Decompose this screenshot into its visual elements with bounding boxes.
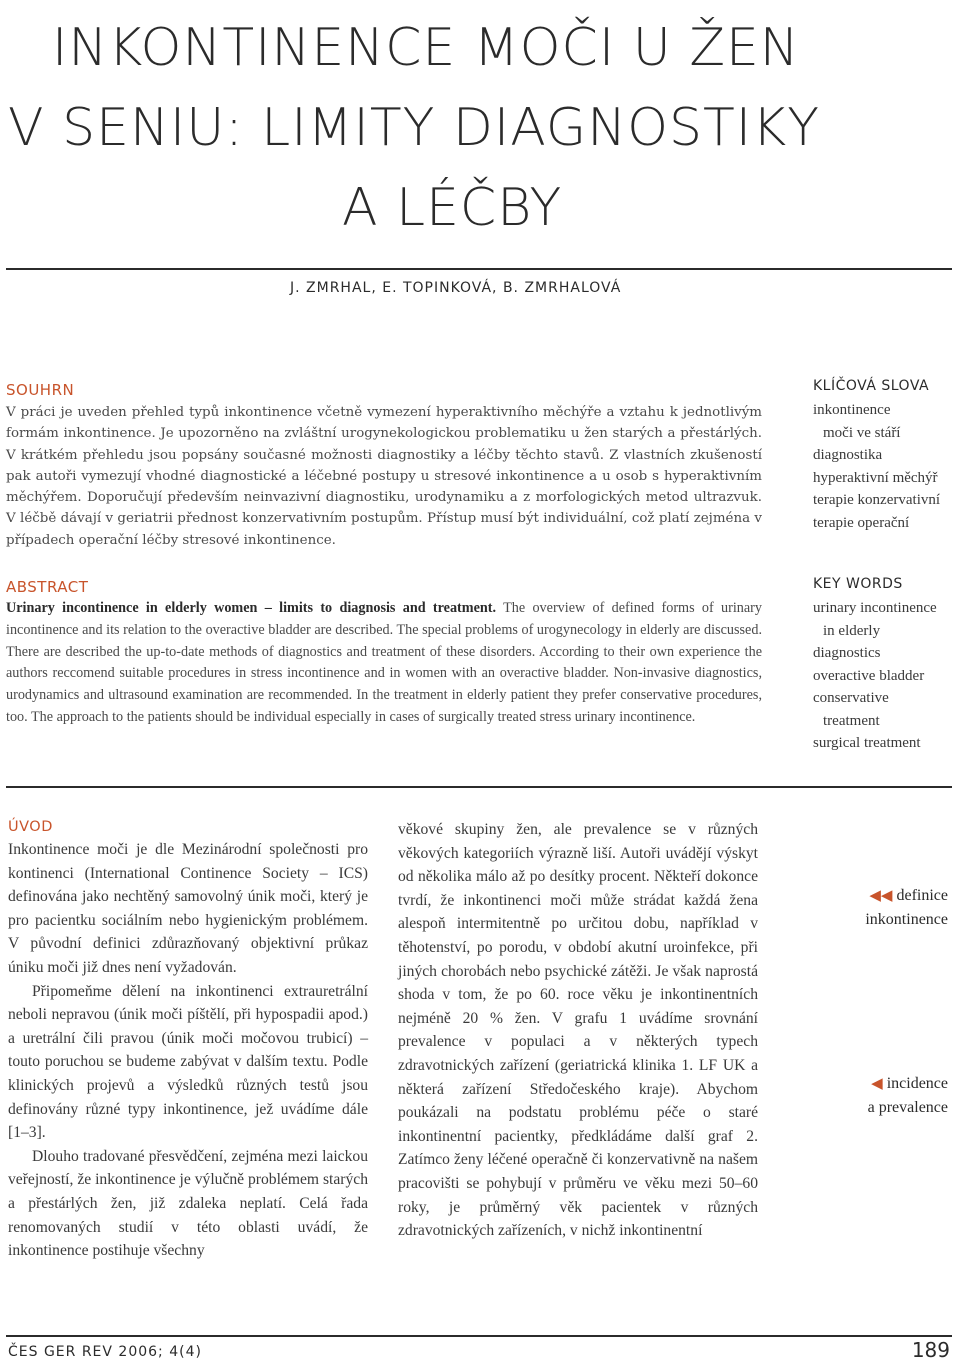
keyword-item: overactive bladder <box>813 667 925 684</box>
keyword-item: conservative <box>813 690 889 706</box>
keyword-item: urinary incontinence <box>813 600 937 616</box>
title-line-2: V SENIU: LIMITY DIAGNOSTIKY <box>8 98 821 158</box>
keyword-item: diagnostika <box>813 447 883 463</box>
souhrn-heading: SOUHRN <box>6 381 75 399</box>
page-number: 189 <box>911 1338 950 1362</box>
body-paragraph: věkové skupiny žen, ale prevalence se v různých věkových kategoriích výrazně liší. Autoři uvádějí výskyt od několika málo až po desítky procent. Někteří dokonce tvrdí, že inkontinenci moči může strádat každá žena alespoň intermitentně po určitou dobu, například v těhotenství, po porodu, v období akutní uroinfekce, při jiných chorobách nebo psychické zátěži. Je však naprostá shoda v tom, že po 60. roce věku je inkontinentních nejméně 20 % žen. V grafu 1 uvádíme srovnání prevalence v populaci a v některých typech zdravotnických zařízení (geriatrická klinika 1. LF UK a některá zařízení Středočeského kraje). Abychom poukázali na podstatu problému péče o staré inkontinentní pacientky, předkládáme další graf 2. Zatímco ženy léčené operačně či konzervativně na našem pracovišti se pohybují v průměru ve věku mezi 50–60 roky, je průměrný věk pacientek v různých zdravotnických zařízeních, v nichž inkontinentní <box>398 821 758 1240</box>
arrow-left-icon: ◀ <box>871 1076 883 1092</box>
title-divider <box>6 268 952 270</box>
margin-note-definice <box>790 884 948 931</box>
uvod-heading: ÚVOD <box>8 819 53 835</box>
article-title <box>0 8 960 248</box>
title-line-1: INKONTINENCE MOČI U ŽEN <box>52 18 800 78</box>
keyword-item: inkontinence <box>813 402 891 418</box>
keyword-item: in elderly <box>823 622 881 639</box>
footer-divider <box>6 1335 952 1337</box>
souhrn-text: V práci je uveden přehled typů inkontinence včetně vymezení hyperaktivního měchýře a vztahu k jednotlivým formám inkontinence. Je upozorněno na zvláštní urogynekologickou problematiku u žen starých a přestárlých. V krátkém přehledu jsou popsány současné možnosti diagnostiky a léčby těchto stavů. Z vlastních zkušeností pak autoři vymezují vhodné diagnostické a léčebné postupy u stresové inkontinence a u osob s hyperaktivním měchýřem. Doporučují především neinvazivní diagnostiku, urodynamiku a z morfologických metod ultrazvuk. V léčbě dávají v geriatrii přednost konzervativním postupům. Přístup musí být individuální, což platí zejména v případech operační léčby stresové inkontinence. <box>6 405 762 548</box>
abstract-title: Urinary incontinence in elderly women – limits to diagnosis and treatment. <box>6 600 497 616</box>
margin-note-line: definice <box>896 887 948 904</box>
keyword-item: diagnostics <box>813 645 881 661</box>
title-line-3: A LÉČBY <box>342 178 563 238</box>
section-divider <box>6 786 952 788</box>
body-paragraph: Inkontinence moči je dle Mezinárodní společnosti pro kontinenci (International Continence Society – ICS) definována jako nechtěný samovolný únik moči, který je pro pacientku sociálním nebo hygienickým problémem. V původní definici zdůrazňovaný objektivní průkaz úniku moči již dnes není vyžadován. <box>8 841 368 976</box>
double-arrow-left-icon: ◀◀ <box>869 888 893 904</box>
keyword-item: terapie operační <box>813 514 910 531</box>
body-paragraph: Dlouho tradované přesvědčení, zejména mezi laickou veřejností, že inkontinence je výlučně problémem starých a přestárlých žen, již zdaleka neplatí. Celá řada renomovaných studií v této oblasti uvádí, že inkontinence postihuje všechny <box>8 1147 368 1260</box>
keywords-cz-heading: KLÍČOVÁ SLOVA <box>813 378 930 394</box>
body-column-1 <box>8 816 368 1263</box>
keyword-item: moči ve stáří <box>823 424 901 441</box>
keywords-en-list <box>813 597 958 755</box>
keywords-en-heading: KEY WORDS <box>813 576 903 592</box>
margin-note-line: inkontinence <box>865 911 948 928</box>
keyword-item: surgical treatment <box>813 735 921 751</box>
keyword-item: treatment <box>823 712 880 729</box>
keyword-item: hyperaktivní měchýř <box>813 469 938 486</box>
margin-note-line: incidence <box>886 1075 948 1092</box>
keyword-item: terapie konzervativní <box>813 492 941 508</box>
keywords-cz-list <box>813 399 958 534</box>
margin-note-line: a prevalence <box>867 1099 948 1116</box>
abstract-heading: ABSTRACT <box>6 578 89 596</box>
body-column-2 <box>398 818 758 1243</box>
abstract-body: The overview of defined forms of urinary incontinence and its relation to the overactive bladder are described. The special problems of urogynecology in elderly are discussed. There are described the up-to-date methods of diagnostics and treatment of these disorders. According to their own experience the authors reccomend suitable procedures in stress incontinence and in women with an overactive bladder. Non-invasive diagnostics, urodynamics and ultrasound examination are recommended. In the treatment in elderly patient they prefer conservative procedures, too. The approach to the patients should be individual especially in cases of surgically treated stress urinary incontinence. <box>6 600 762 725</box>
abstract-text <box>6 598 762 729</box>
body-paragraph: Připomeňme dělení na inkontinenci extrauretrální neboli nepravou (únik moči píštělí, při hypospadii apod.) a uretrální čili pravou (únik moči močovou trubicí) – touto poruchou se budeme zabývat v dalším textu. Podle klinických projevů a výsledků různých testů jsou definovány různé typy inkontinence, jež uvádíme dále [1–3]. <box>8 982 368 1142</box>
authors: J. ZMRHAL, E. TOPINKOVÁ, B. ZMRHALOVÁ <box>290 280 622 296</box>
journal-citation: ČES GER REV 2006; 4(4) <box>8 1344 202 1360</box>
margin-note-incidence <box>790 1072 948 1119</box>
